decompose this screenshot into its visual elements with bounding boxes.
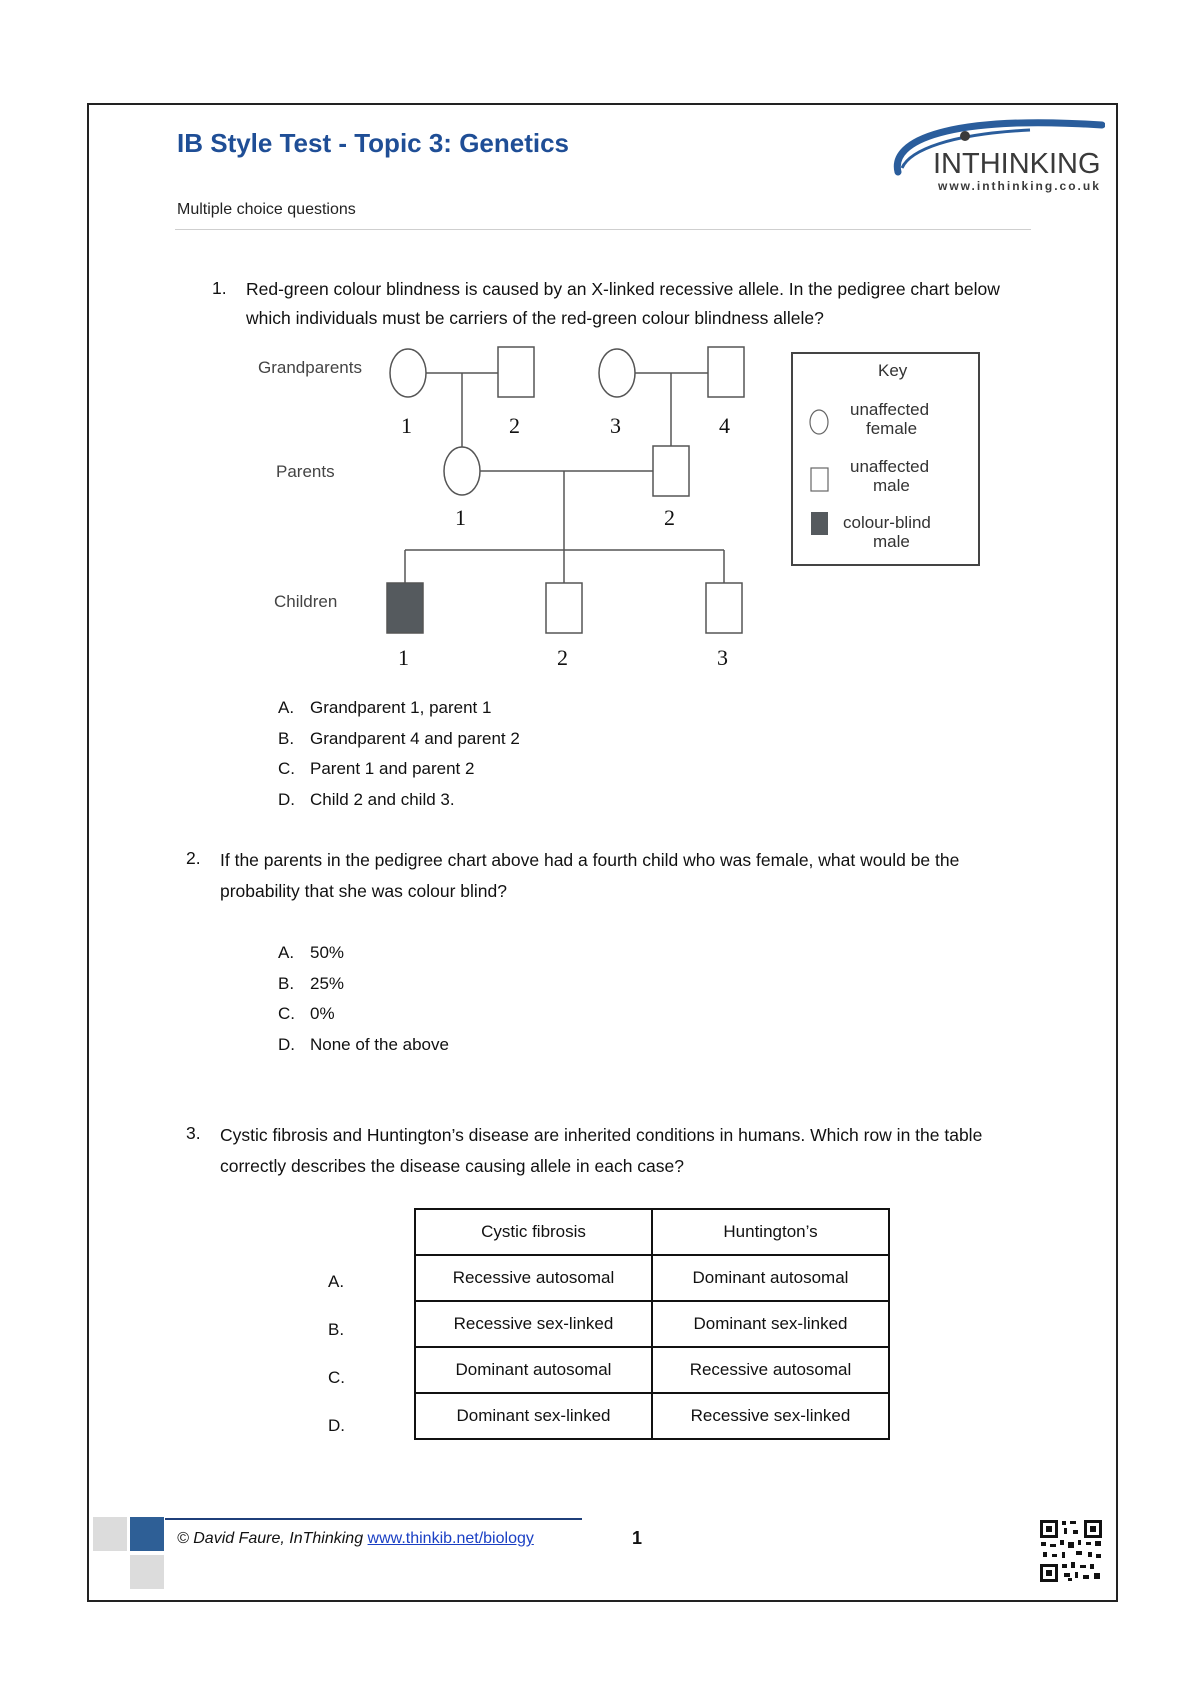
grandparent-number: 1 bbox=[401, 413, 412, 438]
key-male-symbol bbox=[811, 468, 828, 491]
grandparent-3-female bbox=[599, 349, 635, 397]
option-d[interactable]: D. None of the above bbox=[278, 1034, 449, 1054]
header-divider bbox=[175, 229, 1031, 230]
child-number: 2 bbox=[557, 645, 568, 670]
footer-divider bbox=[165, 1518, 582, 1520]
key-affected-label: colour-blind bbox=[843, 513, 931, 532]
disease-table bbox=[414, 1208, 890, 1440]
grandparent-number: 4 bbox=[719, 413, 730, 438]
child-2-male bbox=[546, 583, 582, 633]
row-letter[interactable]: C. bbox=[328, 1368, 345, 1387]
option-c[interactable]: C. Parent 1 and parent 2 bbox=[278, 759, 475, 778]
row-letter[interactable]: B. bbox=[328, 1320, 345, 1339]
question-1-number: 1. bbox=[212, 278, 227, 298]
option-d[interactable]: D. Child 2 and child 3. bbox=[278, 789, 455, 809]
child-number: 3 bbox=[717, 645, 728, 670]
logo-url: www.inthinking.co.uk bbox=[938, 179, 1101, 193]
table-row bbox=[415, 1347, 889, 1393]
key-male-label: male bbox=[873, 476, 910, 495]
key-male-label: unaffected bbox=[850, 457, 930, 476]
option-a[interactable]: A. 50% bbox=[278, 943, 345, 962]
parent-number: 2 bbox=[664, 505, 675, 530]
child-number: 1 bbox=[398, 645, 409, 670]
table-cell: Recessive sex-linked bbox=[415, 1301, 652, 1347]
footer-decoration bbox=[130, 1517, 164, 1551]
question-1-options bbox=[278, 693, 520, 815]
grandparent-4-male bbox=[708, 347, 744, 397]
option-b[interactable]: B. Grandparent 4 and parent 2 bbox=[278, 728, 520, 748]
question-1-text: Red-green colour blindness is caused by an X-linked recessive allele. In the pedigree chart below which individuals must be carriers of the red-green colour blindness allele? bbox=[246, 279, 1000, 328]
footer-link[interactable]: www.thinkib.net/biology bbox=[367, 1530, 534, 1547]
child-1-colour-blind-male bbox=[387, 583, 423, 633]
child-3-male bbox=[706, 583, 742, 633]
table-row bbox=[415, 1301, 889, 1347]
question-2-text: If the parents in the pedigree chart above had a fourth child who was female, what would be the probability that she was colour blind? bbox=[220, 850, 960, 901]
footer-decoration bbox=[130, 1555, 164, 1589]
option-a[interactable]: A. Grandparent 1, parent 1 bbox=[278, 698, 492, 717]
footer-credit bbox=[177, 1530, 534, 1548]
footer-decoration bbox=[93, 1517, 127, 1551]
key-title: Key bbox=[878, 361, 908, 380]
generation-label-children: Children bbox=[274, 592, 338, 611]
table-header: Cystic fibrosis bbox=[415, 1209, 652, 1255]
key-female-symbol bbox=[810, 410, 828, 434]
qr-code bbox=[1038, 1518, 1104, 1584]
table-cell: Recessive autosomal bbox=[652, 1347, 889, 1393]
key-female-label: unaffected bbox=[850, 400, 930, 419]
footer-author: © David Faure, InThinking bbox=[177, 1530, 368, 1547]
table-header-row bbox=[415, 1209, 889, 1255]
generation-label-grandparents: Grandparents bbox=[258, 358, 362, 377]
pedigree-chart bbox=[240, 335, 1000, 675]
row-letter[interactable]: D. bbox=[328, 1416, 345, 1435]
grandparent-2-male bbox=[498, 347, 534, 397]
key-female-label: female bbox=[866, 419, 918, 438]
key-affected-symbol bbox=[811, 512, 828, 535]
table-cell: Dominant sex-linked bbox=[415, 1393, 652, 1439]
row-letter[interactable]: A. bbox=[328, 1272, 345, 1291]
table-row bbox=[415, 1255, 889, 1301]
grandparent-number: 2 bbox=[509, 413, 520, 438]
question-3-text: Cystic fibrosis and Huntington’s disease are inherited conditions in humans. Which row in the table correctly describes the disease causing allele in each case? bbox=[220, 1125, 983, 1176]
page-number: 1 bbox=[632, 1528, 643, 1548]
table-header: Huntington’s bbox=[652, 1209, 889, 1255]
question-2-number: 2. bbox=[186, 848, 201, 868]
option-c[interactable]: C. 0% bbox=[278, 1004, 335, 1023]
parent-number: 1 bbox=[455, 505, 466, 530]
key-affected-label: male bbox=[873, 532, 910, 551]
logo-text: INTHINKING bbox=[933, 148, 1101, 180]
table-row bbox=[415, 1393, 889, 1439]
table-cell: Dominant autosomal bbox=[652, 1255, 889, 1301]
table-cell: Recessive autosomal bbox=[415, 1255, 652, 1301]
parent-2-male bbox=[653, 446, 689, 496]
table-row-labels bbox=[328, 1258, 345, 1450]
generation-label-parents: Parents bbox=[276, 462, 335, 481]
pedigree-key bbox=[792, 353, 979, 565]
grandparent-1-female bbox=[390, 349, 426, 397]
parent-1-female bbox=[444, 447, 480, 495]
question-3-number: 3. bbox=[186, 1123, 201, 1143]
table-cell: Recessive sex-linked bbox=[652, 1393, 889, 1439]
grandparent-number: 3 bbox=[610, 413, 621, 438]
page-title: IB Style Test - Topic 3: Genetics bbox=[177, 128, 570, 158]
table-cell: Dominant autosomal bbox=[415, 1347, 652, 1393]
page-subtitle: Multiple choice questions bbox=[177, 201, 356, 218]
table-cell: Dominant sex-linked bbox=[652, 1301, 889, 1347]
question-2-options bbox=[278, 938, 449, 1060]
option-b[interactable]: B. 25% bbox=[278, 973, 345, 993]
inthinking-logo bbox=[890, 110, 1105, 200]
